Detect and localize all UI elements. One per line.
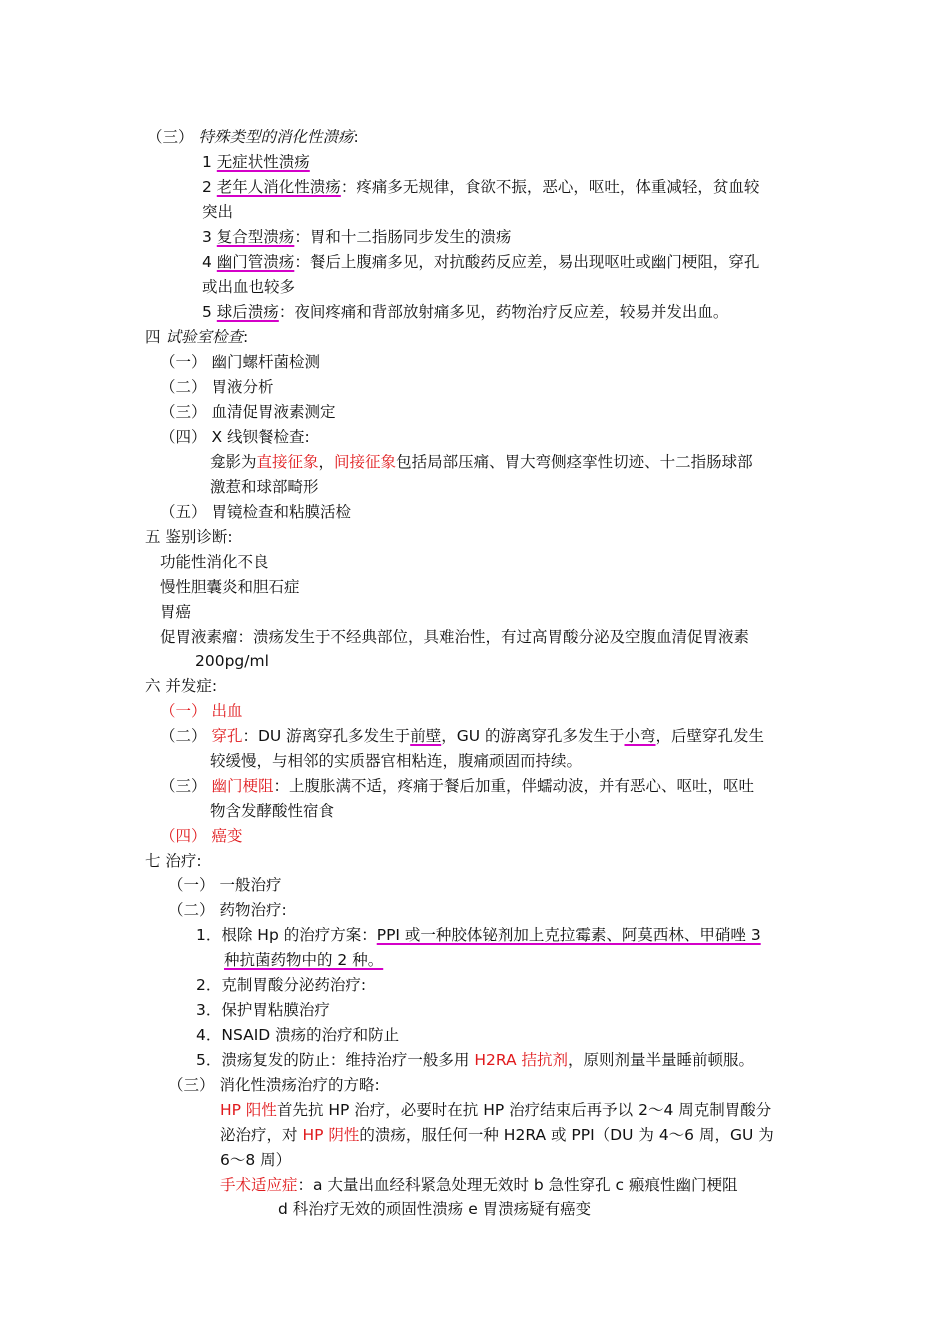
list-item: （三） 血清促胃液素测定 <box>160 403 336 421</box>
paragraph: 龛影为直接征象，间接征象包括局部压痛、胃大弯侧痉挛性切迹、十二指肠球部 <box>210 453 753 471</box>
list-item: 1 无症状性溃疡 <box>202 153 310 171</box>
section-heading: （三） 特殊类型的消化性溃疡: <box>147 128 359 146</box>
list-item-cont: 200pg/ml <box>195 652 269 670</box>
list-item: （三） 幽门梗阻：上腹胀满不适，疼痛于餐后加重，伴蠕动波，并有恶心、呕吐，呕吐 <box>160 777 754 795</box>
section-heading: 四 试验室检查: <box>145 328 249 346</box>
list-item: （一） 出血 <box>160 702 243 720</box>
list-item: 4 幽门管溃疡：餐后上腹痛多见，对抗酸药反应差，易出现呕吐或幽门梗阻，穿孔 <box>202 253 760 271</box>
list-item: （二） 穿孔：DU 游离穿孔多发生于前壁，GU 的游离穿孔多发生于小弯，后壁穿孔发生 <box>160 727 765 745</box>
list-item: 慢性胆囊炎和胆石症 <box>160 578 300 596</box>
section-heading: 七 治疗: <box>145 852 202 870</box>
list-item: （五） 胃镜检查和粘膜活检 <box>160 503 351 521</box>
list-item-cont: 种抗菌药物中的 2 种。 <box>224 951 384 969</box>
section-heading: 五 鉴别诊断: <box>145 528 233 546</box>
list-item-cont: 较缓慢，与相邻的实质器官相粘连，腹痛顽固而持续。 <box>210 752 583 770</box>
paragraph-cont: 6～8 周） <box>220 1151 292 1169</box>
list-item: 5．溃疡复发的防止：维持治疗一般多用 H2RA 拮抗剂，原则剂量半量睡前顿服。 <box>196 1051 755 1069</box>
list-item: （二） 药物治疗: <box>168 901 287 919</box>
paragraph-cont: d 科治疗无效的顽固性溃疡 e 胃溃疡疑有癌变 <box>278 1200 592 1218</box>
list-item: 1．根除 Hp 的治疗方案：PPI 或一种胶体铋剂加上克拉霉素、阿莫西林、甲硝唑 3 <box>196 926 761 944</box>
list-item: 3．保护胃粘膜治疗 <box>196 1001 330 1019</box>
list-item: （一） 一般治疗 <box>168 876 282 894</box>
list-item: 3 复合型溃疡：胃和十二指肠同步发生的溃疡 <box>202 228 512 246</box>
list-item-cont: 或出血也较多 <box>202 278 296 296</box>
list-item: 5 球后溃疡：夜间疼痛和背部放射痛多见，药物治疗反应差，较易并发出血。 <box>202 303 729 321</box>
paragraph: HP 阳性首先抗 HP 治疗，必要时在抗 HP 治疗结束后再予以 2～4 周克制胃酸分 <box>220 1101 772 1119</box>
list-item: 2．克制胃酸分泌药治疗: <box>196 976 367 994</box>
list-item: （三） 消化性溃疡治疗的方略: <box>168 1076 380 1094</box>
section-heading: 六 并发症: <box>145 677 218 695</box>
list-item: （二） 胃液分析 <box>160 378 274 396</box>
list-item: （一） 幽门螺杆菌检测 <box>160 353 320 371</box>
paragraph: 手术适应症：a 大量出血经科紧急处理无效时 b 急性穿孔 c 瘢痕性幽门梗阻 <box>220 1176 738 1194</box>
list-item: 促胃液素瘤：溃疡发生于不经典部位，具难治性，有过高胃酸分泌及空腹血清促胃液素 <box>160 628 750 646</box>
list-item: 2 老年人消化性溃疡：疼痛多无规律，食欲不振，恶心，呕吐，体重减轻，贫血较 <box>202 178 760 196</box>
paragraph-cont: 激惹和球部畸形 <box>210 478 319 496</box>
list-item: 4．NSAID 溃疡的治疗和防止 <box>196 1026 400 1044</box>
list-item: 功能性消化不良 <box>160 553 269 571</box>
paragraph-cont: 泌治疗，对 HP 阴性的溃疡，服任何一种 H2RA 或 PPI（DU 为 4～6 周，GU 为 <box>220 1126 774 1144</box>
list-item-cont: 突出 <box>202 203 234 221</box>
list-item-cont: 物含发酵酸性宿食 <box>210 802 335 820</box>
list-item: （四） 癌变 <box>160 827 243 845</box>
list-item: 胃癌 <box>160 603 192 621</box>
list-item: （四） X 线钡餐检查: <box>160 428 310 446</box>
